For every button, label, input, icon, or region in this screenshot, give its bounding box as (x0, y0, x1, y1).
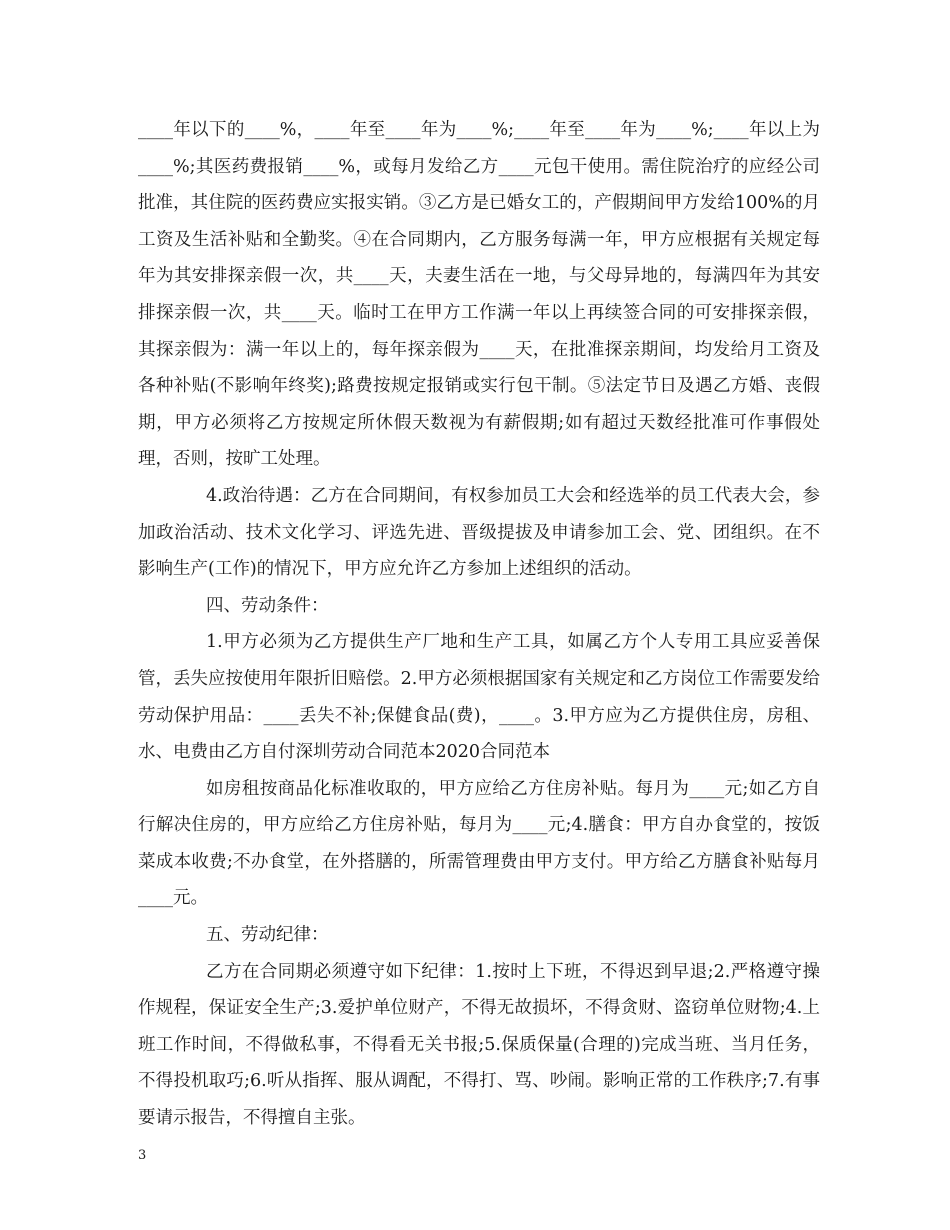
heading-working-conditions: 四、劳动条件： (206, 595, 329, 616)
paragraph-working-conditions: 1.甲方必须为乙方提供生产厂地和生产工具，如属乙方个人专用工具应妥善保管，丢失应按使用年限折旧赔偿。2.甲方必须根据国家有关规定和乙方岗位工作需要发给劳动保护用品：____丢失不补;保健食品(费)，____。3.甲方应为乙方提供住房，房租、水、电费由乙方自付深圳劳动合同范本2020合同范本 (138, 632, 820, 763)
paragraph-housing-meals: 如房租按商品化标准收取的，甲方应给乙方住房补贴。每月为____元;如乙方自行解决住房的，甲方应给乙方住房补贴，每月为____元;4.膳食：甲方自办食堂的，按饭菜成本收费;不办食堂，在外搭膳的，所需管理费由甲方支付。甲方给乙方膳食补贴每月____元。 (138, 778, 820, 909)
paragraph-political-treatment: 4.政治待遇：乙方在合同期间，有权参加员工大会和经选举的员工代表大会，参加政治活动、技术文化学习、评选先进、晋级提拔及申请参加工会、党、团组织。在不影响生产(工作)的情况下，甲方应允许乙方参加上述组织的活动。 (138, 485, 820, 580)
document-body (138, 112, 820, 1137)
paragraph-labor-discipline: 乙方在合同期必须遵守如下纪律：1.按时上下班，不得迟到早退;2.严格遵守操作规程，保证安全生产;3.爱护单位财产，不得无故损坏，不得贪财、盗窃单位财物;4.上班工作时间，不得做私事，不得看无关书报;5.保质保量(合理的)完成当班、当月任务，不得投机取巧;6.听从指挥、服从调配，不得打、骂、吵闹。影响正常的工作秩序;7.有事要请示报告，不得擅自主张。 (138, 961, 820, 1129)
page-number: 3 (138, 1148, 147, 1163)
paragraph-benefits-continued: ____年以下的____%，____年至____年为____%;____年至____年为____%;____年以上为____%;其医药费报销____%，或每月发给乙方____元包干使用。需住院治疗的应经公司批准，其住院的医药费应实报实销。③乙方是已婚女工的，产假期间甲方发给100%的月工资及生活补贴和全勤奖。④在合同期内，乙方服务每满一年，甲方应根据有关规定每年为其安排探亲假一次，共____天，夫妻生活在一地，与父母异地的，每满四年为其安排探亲假一次，共____天。临时工在甲方工作满一年以上再续签合同的可安排探亲假，其探亲假为：满一年以上的，每年探亲假为____天，在批准探亲期间，均发给月工资及各种补贴(不影响年终奖);路费按规定报销或实行包干制。⑤法定节日及遇乙方婚、丧假期，甲方必须将乙方按规定所休假天数视为有薪假期;如有超过天数经批准可作事假处理，否则，按旷工处理。 (138, 120, 820, 470)
heading-labor-discipline: 五、劳动纪律： (206, 925, 329, 946)
